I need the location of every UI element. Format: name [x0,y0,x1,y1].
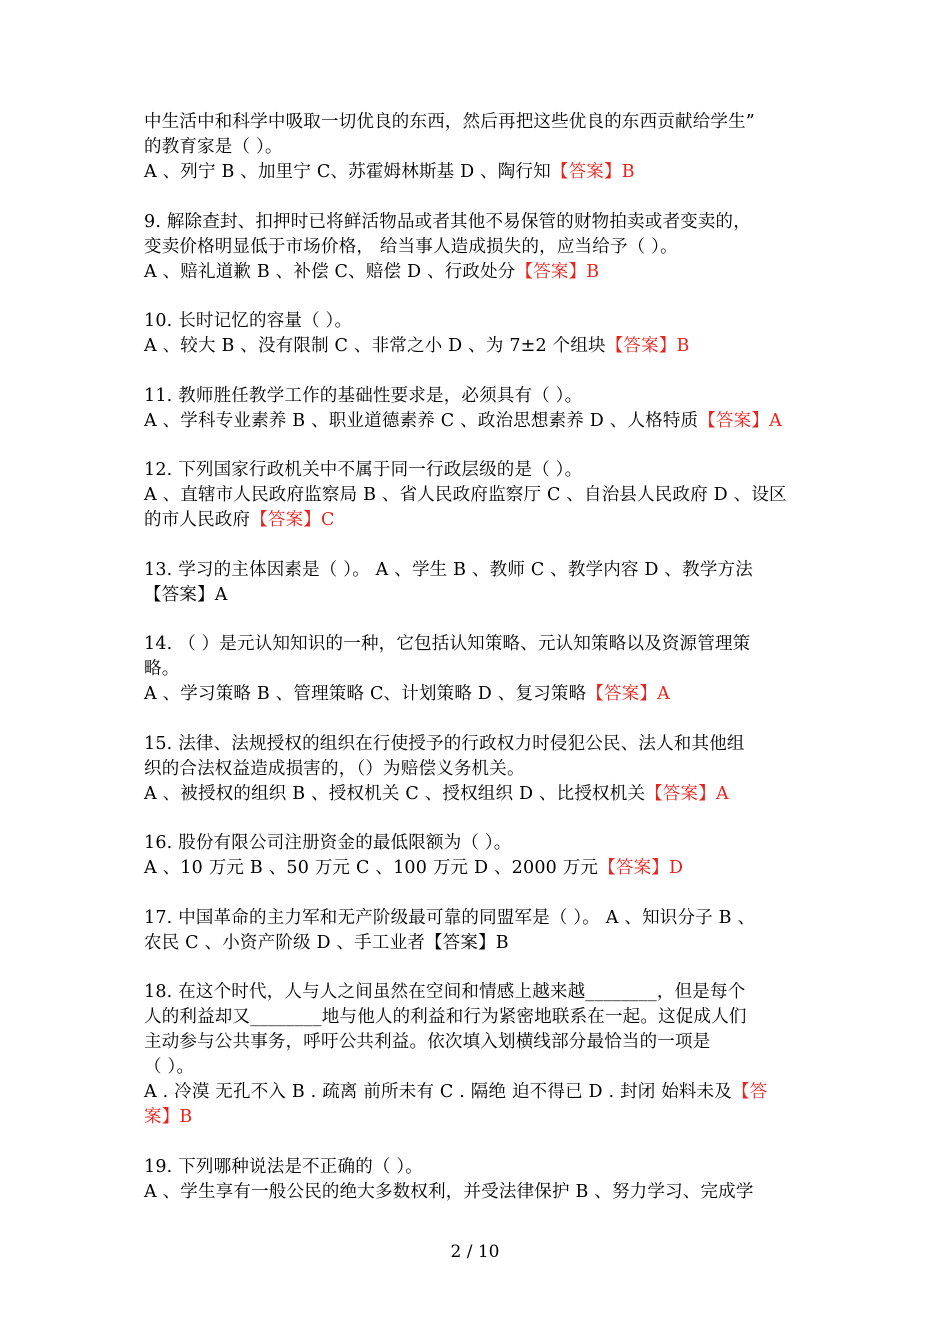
text-line [144,458,810,483]
line-text: 的教育家是（ ）。 [144,137,283,157]
question-paragraph [144,906,810,956]
text-line [144,558,810,583]
text-line [144,334,810,359]
text-line [144,1080,810,1105]
text-line [144,782,810,807]
line-text: 18. 在这个时代，人与人之间虽然在空间和情感上越来越________，但是每个 [144,982,746,1002]
line-text: 19. 下列哪种说法是不正确的（ ）。 [144,1156,424,1177]
answer-label: 案】B [144,1107,193,1127]
answer-label: 【答案】A [645,783,729,804]
line-text: （ ）。 [144,1057,195,1077]
question-paragraph [144,384,810,434]
paragraph-gap [144,707,810,732]
answer-label: 【答案】A [586,684,670,704]
text-line [144,1005,810,1030]
line-text: 变卖价格明显低于市场价格， 给当事人造成损失的，应当给予（ ）。 [144,236,678,257]
line-text: 17. 中国革命的主力军和无产阶级最可靠的同盟军是（ ）。 A 、知识分子 B 、 [144,907,756,928]
question-paragraph [144,831,810,881]
line-text: A 、直辖市人民政府监察局 B 、省人民政府监察厅 C 、自治县人民政府 D 、设区 [144,485,787,505]
text-line [144,906,810,931]
text-line [144,483,810,508]
line-text: A 、学科专业素养 B 、职业道德素养 C 、政治思想素养 D 、人格特质 [144,410,699,431]
line-text: 的市人民政府 [144,510,251,530]
text-line [144,235,810,260]
line-text: 10. 长时记忆的容量（ ）。 [144,311,353,331]
text-line [144,657,810,682]
text-line [144,135,810,160]
text-line [144,309,810,334]
line-text: 农民 C 、小资产阶级 D 、手工业者【答案】B [144,932,509,953]
paragraph-gap [144,807,810,832]
text-line [144,856,810,881]
answer-label: 【答案】B [515,261,600,282]
answer-label: 【答 [732,1082,768,1102]
line-text: 11. 教师胜任教学工作的基础性要求是，必须具有（ ）。 [144,385,583,406]
paragraph-gap [144,533,810,558]
text-line [144,1030,810,1055]
paragraph-gap [144,1130,810,1155]
question-paragraph [144,632,810,707]
text-line [144,980,810,1005]
answer-label: 【答案】C [250,510,335,530]
line-text: A 、学生享有一般公民的绝大多数权利，并受法律保护 B 、努力学习、完成学 [144,1181,754,1202]
line-text: A 、赔礼道歉 B 、补偿 C、赔偿 D 、行政处分 [144,261,516,282]
line-text: A 、10 万元 B 、50 万元 C 、100 万元 D 、2000 万元 [144,858,599,878]
text-line [144,632,810,657]
question-paragraph [144,110,810,185]
line-text: 9. 解除查封、扣押时已将鲜活物品或者其他不易保管的财物拍卖或者变卖的， [144,211,751,232]
answer-label: 【答案】B [605,336,690,356]
text-line [144,1105,810,1130]
line-text: 12. 下列国家行政机关中不属于同一行政层级的是（ ）。 [144,460,583,480]
text-line [144,260,810,285]
question-paragraph [144,210,810,285]
question-paragraph [144,980,810,1130]
text-line [144,732,810,757]
line-text: A . 冷漠 无孔不入 B . 疏离 前所未有 C . 隔绝 迫不得已 D . 封闭 始料未及 [144,1082,733,1102]
paragraph-gap [144,434,810,459]
question-paragraph [144,558,810,608]
text-line [144,210,810,235]
paragraph-gap [144,185,810,210]
line-text: A 、被授权的组织 B 、授权机关 C 、授权组织 D 、比授权机关 [144,783,646,804]
text-line [144,757,810,782]
line-text: 主动参与公共事务，呼吁公共利益。依次填入划横线部分最恰当的一项是 [144,1032,711,1052]
answer-label: 【答案】A [698,410,782,431]
answer-label: 【答案】D [598,858,684,878]
paragraph-gap [144,608,810,633]
line-text: 织的合法权益造成损害的，（）为赔偿义务机关。 [144,758,525,779]
text-line [144,160,810,185]
paragraph-gap [144,956,810,981]
text-line [144,1155,810,1180]
question-paragraph [144,458,810,533]
page-number: 2 / 10 [450,1242,500,1262]
text-line [144,583,810,608]
text-line [144,508,810,533]
question-paragraph [144,732,810,807]
line-text: 15. 法律、法规授权的组织在行使授予的行政权力时侵犯公民、法人和其他组 [144,733,745,754]
text-line [144,1055,810,1080]
answer-label: 【答案】B [550,162,635,182]
line-text: 14. （ ）是元认知知识的一种，它包括认知策略、元认知策略以及资源管理策 [144,634,751,654]
text-line [144,110,810,135]
text-line [144,931,810,956]
text-line [144,409,810,434]
paragraph-gap [144,881,810,906]
line-text: 16. 股份有限公司注册资金的最低限额为（ ）。 [144,833,512,853]
question-paragraph [144,1155,810,1205]
text-line [144,384,810,409]
text-line [144,831,810,856]
line-text: 人的利益却又________地与他人的利益和行为紧密地联系在一起。这促成人们 [144,1007,747,1027]
text-line [144,682,810,707]
line-text: 中生活中和科学中吸取一切优良的东西，然后再把这些优良的东西贡献给学生” [144,112,755,132]
paragraph-gap [144,359,810,384]
line-text: 【答案】A [144,584,228,605]
line-text: 13. 学习的主体因素是（ ）。 A 、学生 B 、教师 C 、教学内容 D 、教学方法 [144,559,753,580]
line-text: A 、列宁 B 、加里宁 C、苏霍姆林斯基 D 、陶行知 [144,162,551,182]
text-line [144,1180,810,1205]
line-text: 略。 [144,659,180,679]
question-paragraph [144,309,810,359]
paragraph-gap [144,285,810,310]
line-text: A 、学习策略 B 、管理策略 C、计划策略 D 、复习策略 [144,684,587,704]
line-text: A 、较大 B 、没有限制 C 、非常之小 D 、为 7±2 个组块 [144,336,606,356]
question-list [144,110,810,1205]
